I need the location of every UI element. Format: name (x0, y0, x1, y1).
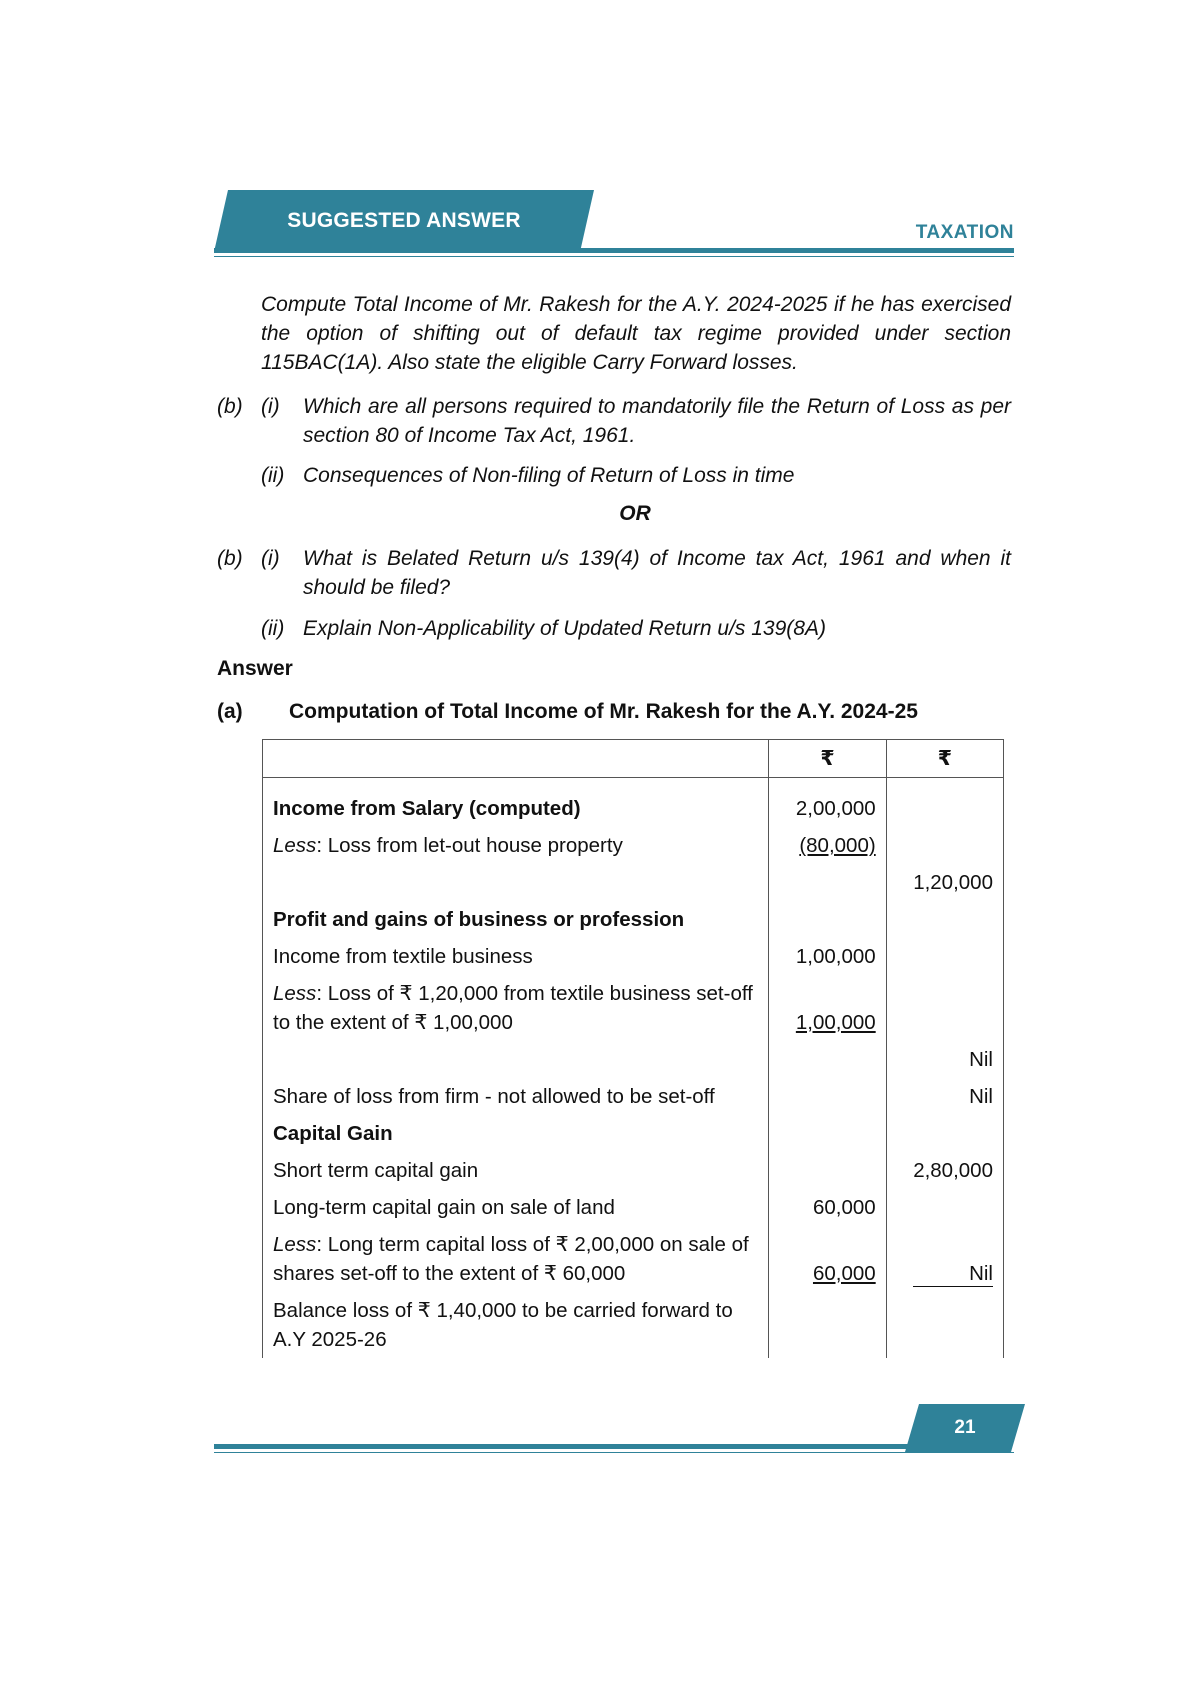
salary-amount: 2,00,000 (769, 790, 886, 827)
ltcg: Long-term capital gain on sale of land (263, 1189, 769, 1226)
footer-rule-thin (214, 1452, 1014, 1453)
pgbp-net: Nil (886, 1041, 1003, 1078)
table-header-particulars (263, 740, 769, 778)
stcg: Short term capital gain (263, 1152, 769, 1189)
ltcl-less: Less (273, 1233, 317, 1256)
pgbp-head: Profit and gains of business or profession (263, 901, 769, 938)
table-row (263, 901, 1004, 938)
question-intro: Compute Total Income of Mr. Rakesh for the A.Y. 2024-2025 if he has exercised the option of shifting out of default tax regime provided under section 115BAC(1A). Also state the eligible Carry Forward losses. (261, 293, 1011, 374)
textile-less-text: : Loss of ₹ 1,20,000 from textile business set-off to the extent of ₹ 1,00,000 (273, 982, 753, 1034)
table-row (263, 1115, 1004, 1152)
table-row (263, 1078, 1004, 1115)
table-row (263, 975, 1004, 1041)
ltcl-text: : Long term capital loss of ₹ 2,00,000 on sale of shares set-off to the extent of ₹ 60,000 (273, 1233, 749, 1285)
textile-less-amount: 1,00,000 (795, 1011, 876, 1034)
balance-loss: Balance loss of ₹ 1,40,000 to be carried forward to A.Y 2025-26 (263, 1292, 769, 1358)
table-header-col2: ₹ (769, 740, 886, 778)
textile-less: Less (273, 982, 317, 1005)
table-row (263, 790, 1004, 827)
question-b1-label: (b) (217, 395, 243, 418)
header-rule (214, 248, 1014, 253)
question-b1-ii-text: Consequences of Non-filing of Return of Loss in time (303, 464, 795, 487)
table-header-col3: ₹ (886, 740, 1003, 778)
hp-amount: (80,000) (799, 834, 876, 857)
header-tab-label: SUGGESTED ANSWER (287, 209, 521, 232)
footer-rule (214, 1444, 914, 1449)
question-b2-i-text: What is Belated Return u/s 139(4) of Income tax Act, 1961 and when it should be filed? (303, 547, 1011, 599)
table-row (263, 1292, 1004, 1358)
cg-head: Capital Gain (263, 1115, 769, 1152)
page-number: 21 (954, 1417, 976, 1438)
hp-less: Less (273, 834, 317, 857)
ltcl-net: Nil (913, 1262, 993, 1287)
header-rule-thin (214, 256, 1014, 257)
firm-loss-amount: Nil (886, 1078, 1003, 1115)
answer-section-label: (a) (217, 700, 243, 723)
answer-section-title: Computation of Total Income of Mr. Rakesh for the A.Y. 2024-25 (289, 700, 918, 723)
question-b2-label: (b) (217, 547, 243, 570)
question-b1-i-label: (i) (261, 395, 280, 418)
table-row (263, 1189, 1004, 1226)
salary-head: Income from Salary (computed) (263, 790, 769, 827)
firm-loss: Share of loss from firm - not allowed to be set-off (263, 1078, 769, 1115)
stcg-amount: 2,80,000 (886, 1152, 1003, 1189)
subject-label: TAXATION (915, 222, 1014, 243)
table-row (263, 827, 1004, 864)
table-header-row (263, 740, 1004, 778)
table-row (263, 1041, 1004, 1078)
table-row (263, 1226, 1004, 1292)
question-b1-i-text: Which are all persons required to mandatorily file the Return of Loss as per section 80 of Income Tax Act, 1961. (303, 395, 1011, 447)
textile-income-amount: 1,00,000 (769, 938, 886, 975)
question-b1-ii-label: (ii) (261, 464, 285, 487)
or-separator: OR (619, 502, 651, 525)
question-b2-i-label: (i) (261, 547, 280, 570)
table-row (263, 938, 1004, 975)
table-row (263, 1152, 1004, 1189)
salary-net: 1,20,000 (886, 864, 1003, 901)
question-b2-ii-text: Explain Non-Applicability of Updated Return u/s 139(8A) (303, 617, 826, 640)
computation-table (262, 739, 1004, 1358)
question-b2-ii-label: (ii) (261, 617, 285, 640)
hp-text: : Loss from let-out house property (316, 834, 623, 857)
ltcl-amount: 60,000 (812, 1262, 876, 1285)
answer-heading: Answer (217, 657, 293, 680)
table-row (263, 864, 1004, 901)
textile-income: Income from textile business (263, 938, 769, 975)
ltcg-amount: 60,000 (769, 1189, 886, 1226)
